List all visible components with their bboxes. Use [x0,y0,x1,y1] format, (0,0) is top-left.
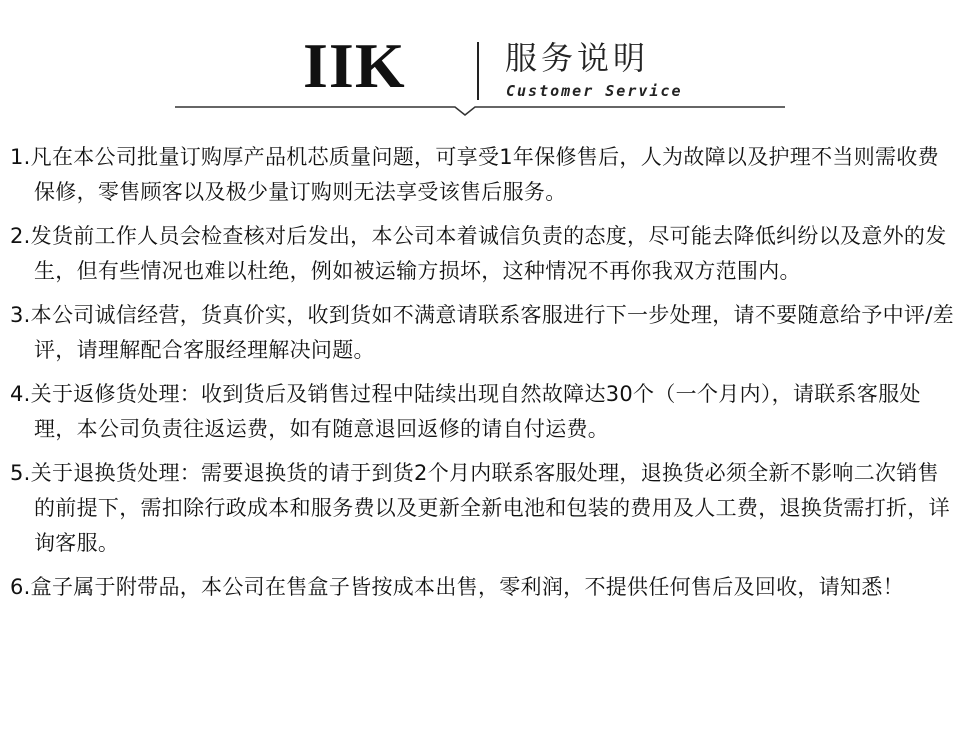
page-title: 服务说明 [505,39,650,77]
policy-clause-2 [10,219,958,289]
clause-text: 凡在本公司批量订购厚产品机芯质量问题，可享受1年保修售后，人为故障以及护理不当则需收费保修，零售顾客以及极少量订购则无法享受该售后服务。 [30,145,939,204]
header-divider [477,42,479,100]
clause-number: 5. [10,461,31,485]
clause-number: 2. [10,224,31,248]
clause-text: 发货前工作人员会检查核对后发出，本公司本着诚信负责的态度，尽可能去降低纠纷以及意外的发生，但有些情况也难以杜绝，例如被运输方损坏，这种情况不再你我双方范围内。 [30,224,947,283]
clause-text: 关于退换货处理：需要退换货的请于到货2个月内联系客服处理，退换货必须全新不影响二次销售的前提下，需扣除行政成本和服务费以及更新全新电池和包装的费用及人工费，退换货需打折，详询客服。 [30,461,950,555]
clause-text: 盒子属于附带品，本公司在售盒子皆按成本出售，零利润，不提供任何售后及回收，请知悉！ [30,575,904,599]
policy-clause-4 [10,377,958,447]
policy-clause-6 [10,570,958,605]
service-policy-list [10,140,958,614]
policy-clause-5 [10,456,958,561]
policy-clause-1 [10,140,958,210]
policy-clause-3 [10,298,958,368]
page-subtitle: Customer Service [506,82,683,100]
brand-logo: IIK [303,30,406,101]
clause-text: 关于返修货处理：收到货后及销售过程中陆续出现自然故障达30个（一个月内），请联系客服处理，本公司负责往返运费，如有随意退回返修的请自付运费。 [30,382,921,441]
clause-number: 4. [10,382,31,406]
header [0,0,960,130]
clause-number: 6. [10,575,31,599]
clause-number: 1. [10,145,31,169]
clause-number: 3. [10,303,31,327]
header-underline [170,100,790,120]
clause-text: 本公司诚信经营，货真价实，收到货如不满意请联系客服进行下一步处理，请不要随意给予中评/差评，请理解配合客服经理解决问题。 [30,303,954,362]
